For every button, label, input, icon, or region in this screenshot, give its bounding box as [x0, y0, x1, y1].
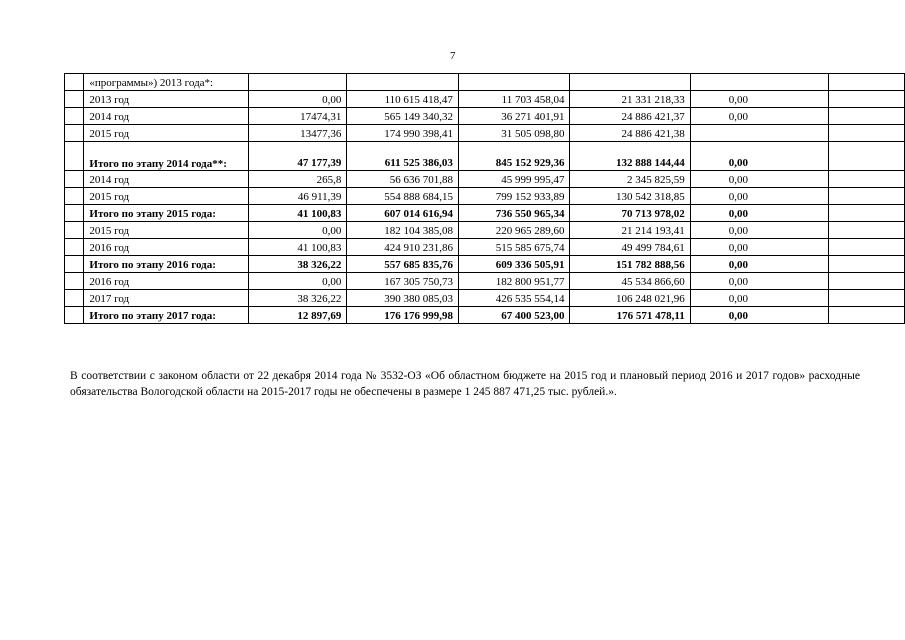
value-cell — [570, 74, 690, 91]
value-cell: 47 177,39 — [248, 142, 347, 171]
value-cell: 12 897,69 — [248, 307, 347, 324]
row-index-cell — [65, 273, 84, 290]
value-cell: 176 571 478,11 — [570, 307, 690, 324]
value-cell — [829, 222, 905, 239]
row-index-cell — [65, 239, 84, 256]
page-number: 7 — [450, 50, 456, 62]
value-cell — [829, 142, 905, 171]
value-cell — [829, 239, 905, 256]
value-cell: 0,00 — [690, 239, 828, 256]
value-cell: 0,00 — [690, 188, 828, 205]
value-cell: 151 782 888,56 — [570, 256, 690, 273]
row-label-cell: 2013 год — [84, 91, 248, 108]
table-row — [65, 171, 905, 188]
value-cell: 220 965 289,60 — [458, 222, 570, 239]
value-cell — [829, 74, 905, 91]
value-cell: 38 326,22 — [248, 256, 347, 273]
row-label-cell: 2016 год — [84, 239, 248, 256]
value-cell — [248, 74, 347, 91]
value-cell: 13477,36 — [248, 125, 347, 142]
value-cell: 130 542 318,85 — [570, 188, 690, 205]
value-cell: 426 535 554,14 — [458, 290, 570, 307]
value-cell: 49 499 784,61 — [570, 239, 690, 256]
table-row — [65, 108, 905, 125]
row-label-cell: 2014 год — [84, 171, 248, 188]
value-cell: 41 100,83 — [248, 205, 347, 222]
value-cell — [347, 74, 459, 91]
value-cell — [829, 125, 905, 142]
value-cell: 38 326,22 — [248, 290, 347, 307]
value-cell: 36 271 401,91 — [458, 108, 570, 125]
value-cell: 110 615 418,47 — [347, 91, 459, 108]
value-cell: 0,00 — [690, 222, 828, 239]
value-cell: 845 152 929,36 — [458, 142, 570, 171]
value-cell: 106 248 021,96 — [570, 290, 690, 307]
table-row — [65, 222, 905, 239]
row-label-cell: Итого по этапу 2016 года: — [84, 256, 248, 273]
row-index-cell — [65, 171, 84, 188]
row-label-cell: 2015 год — [84, 222, 248, 239]
value-cell: 554 888 684,15 — [347, 188, 459, 205]
row-index-cell — [65, 91, 84, 108]
value-cell: 0,00 — [248, 273, 347, 290]
value-cell: 0,00 — [690, 307, 828, 324]
value-cell: 0,00 — [690, 171, 828, 188]
row-label-cell: «программы») 2013 года*: — [84, 74, 248, 91]
value-cell — [829, 171, 905, 188]
value-cell: 45 534 866,60 — [570, 273, 690, 290]
row-index-cell — [65, 74, 84, 91]
value-cell: 31 505 098,80 — [458, 125, 570, 142]
row-index-cell — [65, 290, 84, 307]
row-label-cell: Итого по этапу 2014 года**: — [84, 142, 248, 171]
table-row — [65, 125, 905, 142]
value-cell — [458, 74, 570, 91]
value-cell — [829, 91, 905, 108]
value-cell: 0,00 — [248, 222, 347, 239]
value-cell: 799 152 933,89 — [458, 188, 570, 205]
table-row — [65, 239, 905, 256]
value-cell: 17474,31 — [248, 108, 347, 125]
value-cell: 0,00 — [248, 91, 347, 108]
value-cell — [829, 205, 905, 222]
value-cell: 70 713 978,02 — [570, 205, 690, 222]
value-cell: 0,00 — [690, 142, 828, 171]
row-index-cell — [65, 108, 84, 125]
value-cell: 132 888 144,44 — [570, 142, 690, 171]
value-cell: 11 703 458,04 — [458, 91, 570, 108]
value-cell: 167 305 750,73 — [347, 273, 459, 290]
value-cell: 0,00 — [690, 273, 828, 290]
value-cell: 174 990 398,41 — [347, 125, 459, 142]
row-index-cell — [65, 205, 84, 222]
value-cell: 515 585 675,74 — [458, 239, 570, 256]
value-cell — [829, 273, 905, 290]
row-label-cell: 2016 год — [84, 273, 248, 290]
footnote-text: В соответствии с законом области от 22 декабря 2014 года № 3532-ОЗ «Об областном бюджете на 2015 год и плановый период 2016 и 2017 годов» расходные обязательства Вологодской области на 2015-2017 годы не обеспечены в размере 1 245 887 471,25 тыс. рублей.». — [70, 370, 860, 398]
value-cell: 24 886 421,37 — [570, 108, 690, 125]
value-cell — [690, 125, 828, 142]
value-cell: 0,00 — [690, 256, 828, 273]
table-row — [65, 205, 905, 222]
row-label-cell: 2014 год — [84, 108, 248, 125]
value-cell: 565 149 340,32 — [347, 108, 459, 125]
table-row — [65, 188, 905, 205]
value-cell: 607 014 616,94 — [347, 205, 459, 222]
row-label-cell: Итого по этапу 2015 года: — [84, 205, 248, 222]
value-cell: 182 800 951,77 — [458, 273, 570, 290]
row-label-cell: 2015 год — [84, 125, 248, 142]
table-row — [65, 273, 905, 290]
value-cell: 736 550 965,34 — [458, 205, 570, 222]
value-cell — [829, 188, 905, 205]
table-row — [65, 74, 905, 91]
value-cell: 557 685 835,76 — [347, 256, 459, 273]
row-index-cell — [65, 125, 84, 142]
table-row — [65, 142, 905, 171]
value-cell: 0,00 — [690, 91, 828, 108]
value-cell: 265,8 — [248, 171, 347, 188]
row-index-cell — [65, 222, 84, 239]
value-cell — [829, 307, 905, 324]
budget-table-body — [65, 74, 905, 324]
value-cell: 0,00 — [690, 205, 828, 222]
value-cell: 182 104 385,08 — [347, 222, 459, 239]
table-row — [65, 307, 905, 324]
value-cell: 424 910 231,86 — [347, 239, 459, 256]
value-cell: 390 380 085,03 — [347, 290, 459, 307]
row-label-cell: Итого по этапу 2017 года: — [84, 307, 248, 324]
table-row — [65, 290, 905, 307]
row-label-cell: 2017 год — [84, 290, 248, 307]
value-cell: 67 400 523,00 — [458, 307, 570, 324]
value-cell: 24 886 421,38 — [570, 125, 690, 142]
row-index-cell — [65, 142, 84, 171]
value-cell: 0,00 — [690, 290, 828, 307]
table-row — [65, 256, 905, 273]
value-cell — [829, 108, 905, 125]
value-cell — [829, 256, 905, 273]
value-cell: 56 636 701,88 — [347, 171, 459, 188]
value-cell: 21 214 193,41 — [570, 222, 690, 239]
row-index-cell — [65, 307, 84, 324]
value-cell: 0,00 — [690, 108, 828, 125]
value-cell: 2 345 825,59 — [570, 171, 690, 188]
value-cell: 609 336 505,91 — [458, 256, 570, 273]
value-cell: 45 999 995,47 — [458, 171, 570, 188]
row-index-cell — [65, 256, 84, 273]
row-label-cell: 2015 год — [84, 188, 248, 205]
value-cell: 611 525 386,03 — [347, 142, 459, 171]
budget-table — [64, 73, 905, 324]
value-cell — [829, 290, 905, 307]
row-index-cell — [65, 188, 84, 205]
table-row — [65, 91, 905, 108]
value-cell: 46 911,39 — [248, 188, 347, 205]
value-cell: 41 100,83 — [248, 239, 347, 256]
value-cell — [690, 74, 828, 91]
value-cell: 21 331 218,33 — [570, 91, 690, 108]
value-cell: 176 176 999,98 — [347, 307, 459, 324]
